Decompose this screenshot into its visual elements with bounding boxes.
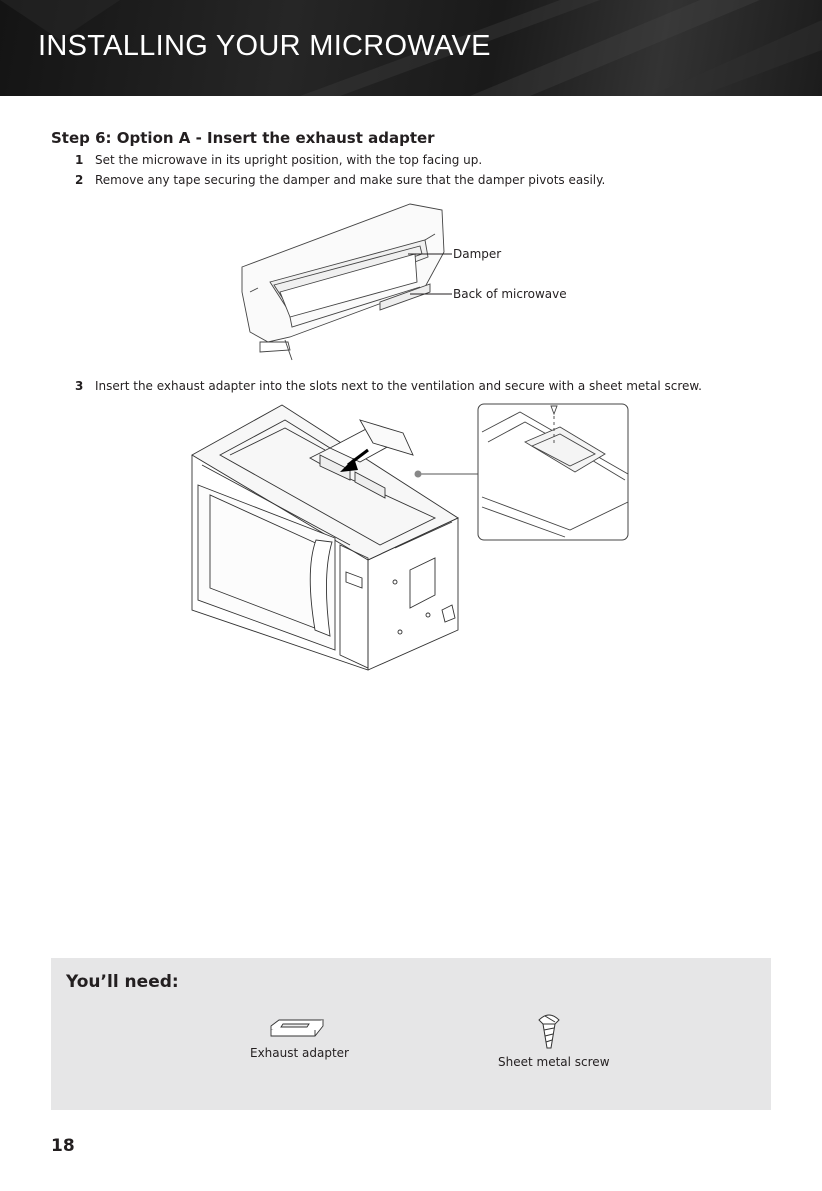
instruction-number: 3 xyxy=(75,379,84,393)
page-header-banner xyxy=(0,0,822,96)
page-number: 18 xyxy=(51,1136,75,1156)
youll-need-title: You’ll need: xyxy=(66,972,179,992)
youll-need-box xyxy=(51,958,771,1110)
sheet-metal-screw-label: Sheet metal screw xyxy=(498,1055,610,1069)
page-header-title: INSTALLING YOUR MICROWAVE xyxy=(38,30,491,62)
detail-inset-figure xyxy=(410,402,632,544)
exhaust-adapter-icon xyxy=(269,1018,325,1042)
screw-icon xyxy=(533,1012,565,1052)
exhaust-adapter-label: Exhaust adapter xyxy=(250,1046,349,1060)
instruction-number: 1 xyxy=(75,153,84,167)
instruction-number: 2 xyxy=(75,173,84,187)
instruction-text: Insert the exhaust adapter into the slots next to the ventilation and secure with a sheet metal screw. xyxy=(95,379,702,393)
callout-damper: Damper xyxy=(453,247,502,261)
instruction-text: Remove any tape securing the damper and make sure that the damper pivots easily. xyxy=(95,173,606,187)
step-title: Step 6: Option A - Insert the exhaust adapter xyxy=(51,129,435,147)
instruction-text: Set the microwave in its upright position, with the top facing up. xyxy=(95,153,483,167)
callout-back-of-microwave: Back of microwave xyxy=(453,287,567,301)
damper-figure xyxy=(230,192,460,362)
